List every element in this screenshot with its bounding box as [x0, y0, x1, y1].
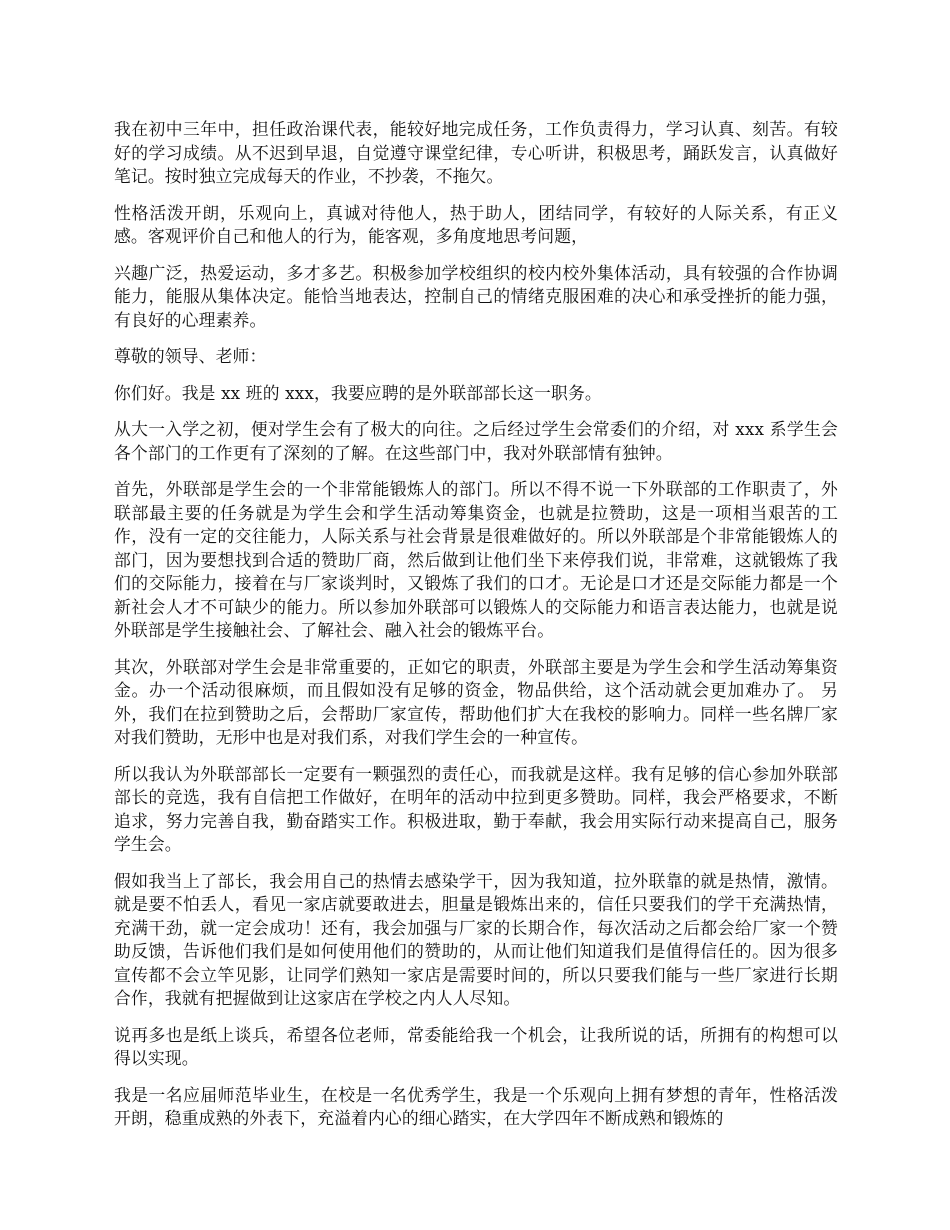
paragraph-greeting: 你们好。我是 xx 班的 xxx，我要应聘的是外联部部长这一职务。 — [114, 382, 602, 403]
paragraph-salutation: 尊敬的领导、老师： — [114, 346, 267, 366]
paragraph-class-rep: 我在初中三年中，担任政治课代表，能较好地完成任务，工作负责得力，学习认真、刻苦。有较好的学习成绩。从不迟到早退，自觉遵守课堂纪律，专心听讲，积极思考，踊跃发言，认真做好笔记。按时独立完成每天的作业，不抄袭，不拖欠。 — [114, 119, 838, 186]
paragraph-intro: 从大一入学之初，便对学生会有了极大的向往。之后经过学生会常委们的介绍，对 xxx 系学生会各个部门的工作更有了深刻的了解。在这些部门中，我对外联部情有独钟。 — [114, 419, 838, 463]
paragraph-closing: 说再多也是纸上谈兵，希望各位老师，常委能给我一个机会，让我所说的话，所拥有的构想可以得以实现。 — [114, 1024, 838, 1068]
document-page — [114, 118, 838, 1144]
paragraph-responsibility: 所以我认为外联部部长一定要有一颗强烈的责任心，而我就是这样。我有足够的信心参加外联部部长的竞选，我有自信把工作做好，在明年的活动中拉到更多赞助。同样，我会严格要求，不断追求，努力完善自我，勤奋踏实工作。积极进取，勤于奉献，我会用实际行动来提高自己，服务学生会。 — [114, 763, 838, 854]
paragraph-interests: 兴趣广泛，热爱运动，多才多艺。积极参加学校组织的校内校外集体活动，具有较强的合作协调能力，能服从集体决定。能恰当地表达，控制自己的情绪克服困难的决心和承受挫折的能力强，有良好的心理素养。 — [114, 262, 838, 330]
paragraph-graduate: 我是一名应届师范毕业生，在校是一名优秀学生，我是一个乐观向上拥有梦想的青年，性格活泼开朗，稳重成熟的外表下，充溢着内心的细心踏实，在大学四年不断成熟和锻炼的 — [114, 1084, 838, 1128]
paragraph-first: 首先，外联部是学生会的一个非常能锻炼人的部门。所以不得不说一下外联部的工作职责了，外联部最主要的任务就是为学生会和学生活动筹集资金，也就是拉赞助，这是一项相当艰苦的工作，没有一定的交往能力，人际关系与社会背景是很难做好的。所以外联部是个非常能锻炼人的部门，因为要想找到合适的赞助厂商，然后做到让他们坐下来停我们说，非常难，这就锻炼了我们的交际能力，接着在与厂家谈判时，又锻炼了我们的口才。无论是口才还是交际能力都是一个新社会人才不可缺少的能力。所以参加外联部可以锻炼人的交际能力和语言表达能力，也就是说外联部是学生接触社会、了解社会、融入社会的锻炼平台。 — [114, 479, 838, 640]
paragraph-plan: 假如我当上了部长，我会用自己的热情去感染学干，因为我知道，拉外联靠的就是热情，激情。就是要不怕丢人，看见一家店就要敢进去，胆量是锻炼出来的，信任只要我们的学干充满热情，充满干劲，就一定会成功！还有，我会加强与厂家的长期合作，每次活动之后都会给厂家一个赞助反馈，告诉他们我们是如何使用他们的赞助的，从而让他们知道我们是值得信任的。因为很多宣传都不会立竿见影，让同学们熟知一家店是需要时间的，所以只要我们能与一些厂家进行长期合作，我就有把握做到让这家店在学校之内人人尽知。 — [114, 870, 838, 1008]
paragraph-second: 其次，外联部对学生会是非常重要的，正如它的职责，外联部主要是为学生会和学生活动筹集资金。办一个活动很麻烦，而且假如没有足够的资金，物品供给，这个活动就会更加难办了。 另外，我们在拉到赞助之后，会帮助厂家宣传，帮助他们扩大在我校的影响力。同样一些名牌厂家对我们赞助，无形中也是对我们系，对我们学生会的一种宣传。 — [114, 656, 838, 747]
paragraph-personality: 性格活泼开朗，乐观向上，真诚对待他人，热于助人，团结同学，有较好的人际关系，有正义感。客观评价自己和他人的行为，能客观，多角度地思考问题， — [114, 202, 838, 246]
